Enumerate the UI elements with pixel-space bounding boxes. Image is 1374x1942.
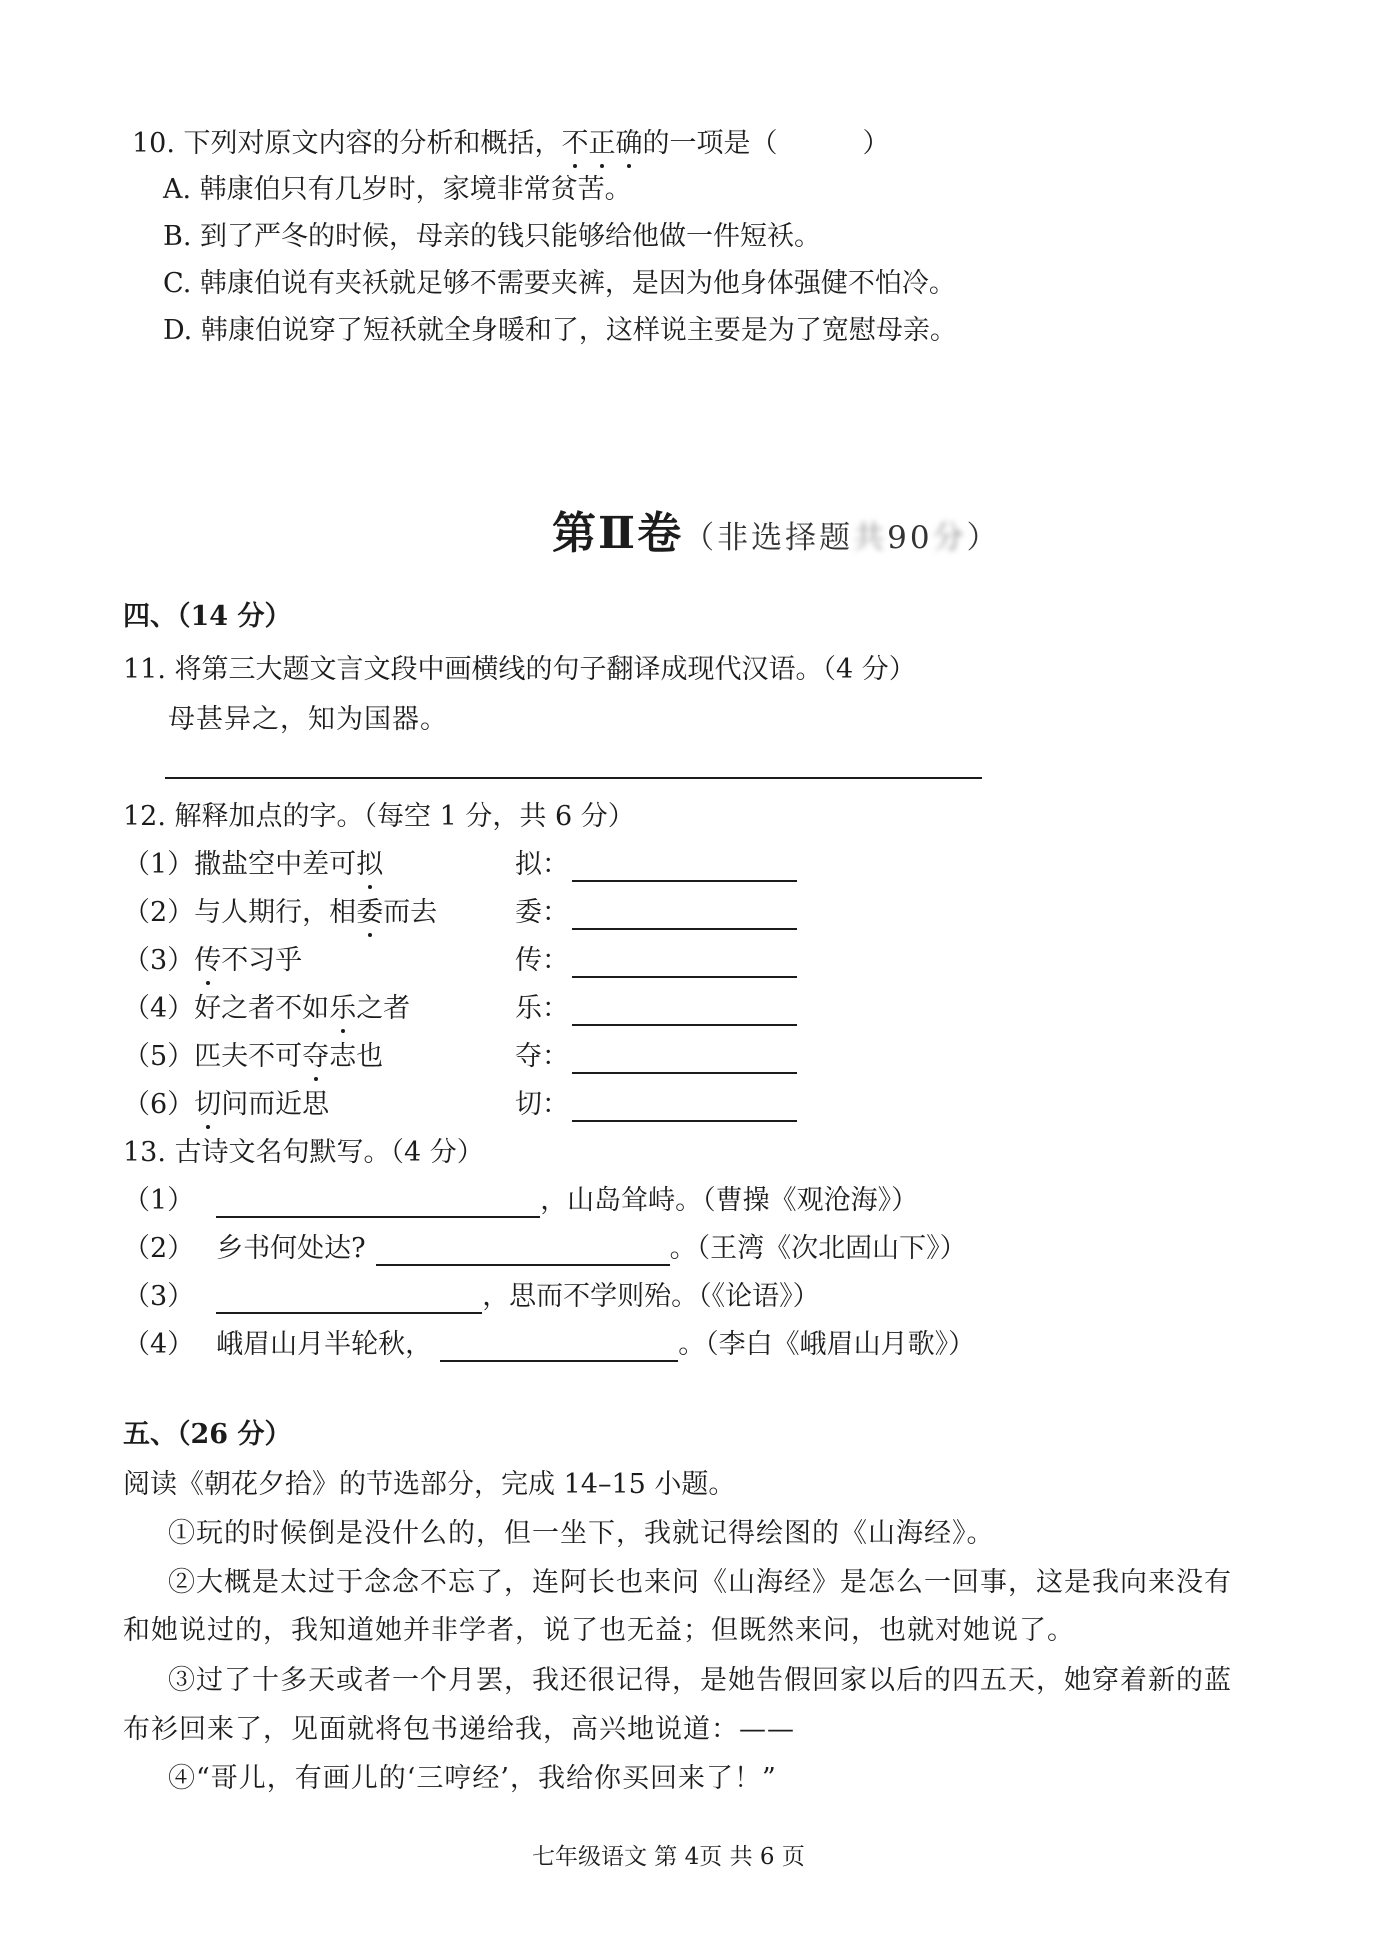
fill-blank[interactable] [216, 1190, 540, 1218]
emphasis-dot-char: 传 [194, 945, 222, 976]
emphasis-dot-char: 乐 [329, 993, 357, 1024]
q12-answer-line-2[interactable] [572, 928, 797, 930]
emphasis-dot-char: 委 [356, 897, 384, 928]
part2-subtitle: 非选择题 [717, 520, 854, 556]
emphasis-dot-char: 切 [194, 1089, 222, 1120]
q11-answer-line[interactable] [165, 777, 982, 779]
q11-sentence: 母甚异之，知为国器。 [168, 704, 448, 735]
q12-key-1: 拟： [515, 849, 569, 880]
page-footer: 七年级语文 第 4页 共 6 页 [532, 1844, 805, 1870]
emphasis-dot-char: 夺 [302, 1041, 330, 1072]
q12-item-4: （4）好之者不如乐之者 [123, 993, 411, 1024]
emphasis-dot-char: 不 [561, 128, 589, 159]
q12-answer-line-5[interactable] [572, 1072, 797, 1074]
q10-option-d: D. 韩康伯说穿了短袄就全身暖和了，这样说主要是为了宽慰母亲。 [163, 315, 957, 346]
q12-key-6: 切： [515, 1089, 569, 1120]
q12-answer-line-3[interactable] [572, 976, 797, 978]
q13-line-2: （2） 乡书何处达? 。（王湾《次北固山下》） [123, 1233, 967, 1264]
q12-item-1: （1）撒盐空中差可拟 [123, 849, 384, 880]
q10-option-c: C. 韩康伯说有夹袄就足够不需要夹裤，是因为他身体强健不怕冷。 [163, 268, 956, 299]
q13-line-4: （4） 峨眉山月半轮秋， 。（李白《峨眉山月歌》） [123, 1329, 976, 1360]
q12-key-4: 乐： [515, 993, 569, 1024]
passage-paragraph: ④“哥儿，有画儿的‘三哼经’，我给你买回来了！” [168, 1763, 777, 1794]
q13-line-1: （1） ，山岛耸峙。（曹操《观沧海》） [123, 1185, 919, 1216]
q12-item-5: （5）匹夫不可夺志也 [123, 1041, 384, 1072]
q12-item-6: （6）切问而近思 [123, 1089, 330, 1120]
part2-header: 第Ⅱ卷（非选择题共90分） [552, 508, 1001, 559]
section-heading-5: 五、（26 分） [123, 1419, 292, 1450]
fill-blank[interactable] [440, 1334, 678, 1362]
section-heading-4: 四、（14 分） [123, 601, 292, 632]
passage-paragraph: ②大概是太过于念念不忘了，连阿长也来问《山海经》是怎么一回事，这是我向来没有 [168, 1567, 1232, 1598]
q12-key-2: 委： [515, 897, 569, 928]
fill-blank[interactable] [216, 1286, 482, 1314]
fill-blank[interactable] [376, 1238, 670, 1266]
q10-option-b: B. 到了严冬的时候，母亲的钱只能够给他做一件短袄。 [163, 221, 822, 252]
passage-paragraph: ①玩的时候倒是没什么的，但一坐下，我就记得绘图的《山海经》。 [168, 1518, 995, 1549]
q12-item-2: （2）与人期行，相委而去 [123, 897, 438, 928]
emphasis-dot-char: 正 [588, 128, 616, 159]
q12-item-3: （3）传不习乎 [123, 945, 303, 976]
q12-answer-line-6[interactable] [572, 1120, 797, 1122]
emphasis-dot-char: 拟 [356, 849, 384, 880]
passage-paragraph: 和她说过的，我知道她并非学者，说了也无益；但既然来问，也就对她说了。 [123, 1615, 1075, 1646]
q13-stem: 13. 古诗文名句默写。（4 分） [123, 1137, 484, 1168]
q12-answer-line-4[interactable] [572, 1024, 797, 1026]
q12-answer-line-1[interactable] [572, 880, 797, 882]
q10-stem: 10. 下列对原文内容的分析和概括，不正确的一项是（ ） [132, 128, 890, 159]
sec5-intro: 阅读《朝花夕拾》的节选部分，完成 14–15 小题。 [123, 1469, 736, 1500]
q13-line-3: （3） ，思而不学则殆。（《论语》） [123, 1281, 820, 1312]
passage-paragraph: 布衫回来了，见面就将包书递给我，高兴地说道：—— [123, 1714, 795, 1745]
passage-paragraph: ③过了十多天或者一个月罢，我还很记得，是她告假回家以后的四五天，她穿着新的蓝 [168, 1665, 1232, 1696]
q12-stem: 12. 解释加点的字。（每空 1 分，共 6 分） [123, 801, 635, 832]
q10-option-a: A. 韩康伯只有几岁时，家境非常贫苦。 [163, 174, 632, 205]
q11-stem: 11. 将第三大题文言文段中画横线的句子翻译成现代汉语。（4 分） [123, 654, 916, 685]
emphasis-dot-char: 确 [615, 128, 643, 159]
q12-key-3: 传： [515, 945, 569, 976]
q12-key-5: 夺： [515, 1041, 569, 1072]
part2-title: 第Ⅱ卷 [552, 508, 684, 559]
